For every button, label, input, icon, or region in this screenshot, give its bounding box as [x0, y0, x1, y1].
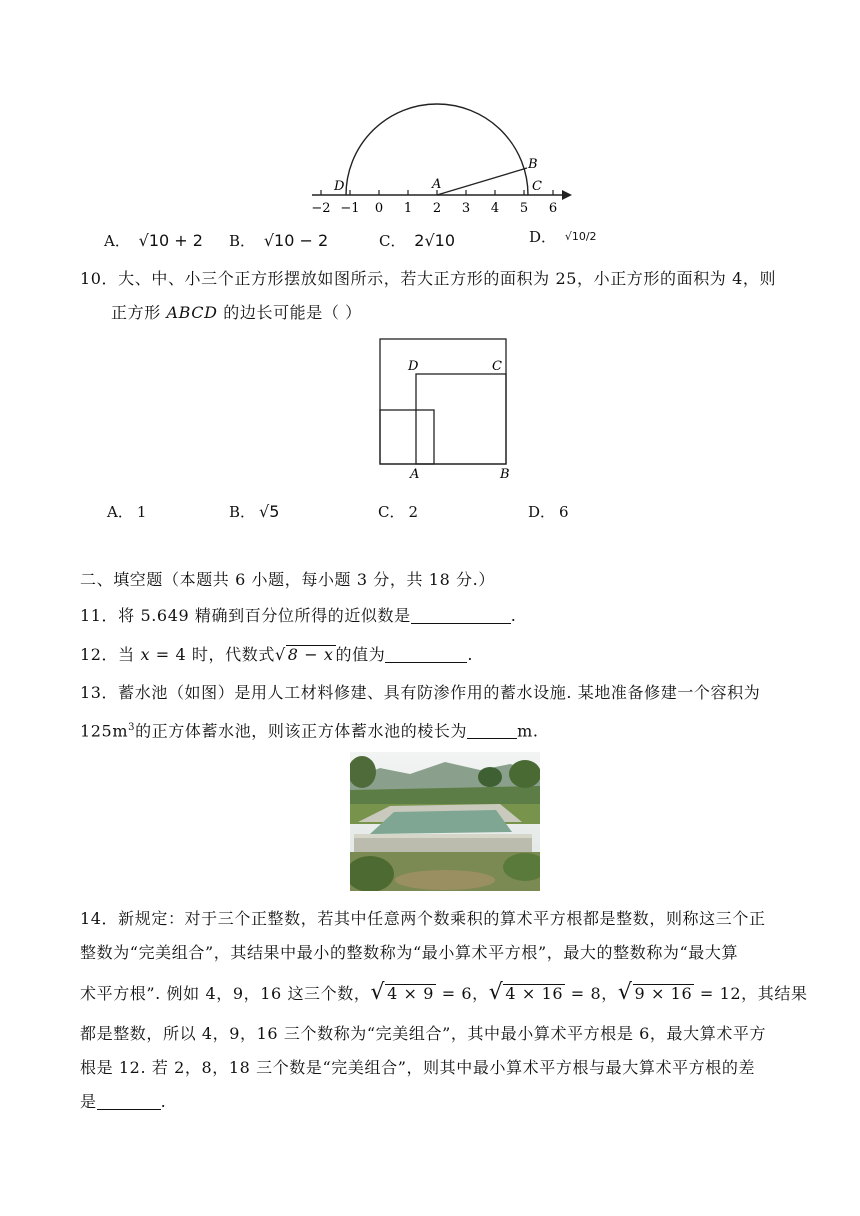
square-label-b: B [500, 467, 510, 482]
q14-line1: 14．新规定：对于三个正整数，若其中任意两个数乘积的算术平方根都是整数，则称这三个正 [80, 909, 766, 928]
q10-line2: 正方形 ABCD 的边长可能是（ ） [111, 303, 362, 322]
axis-tick-label: 4 [490, 201, 500, 216]
axis-tick-label: 2 [432, 201, 442, 216]
q14-radical-2: 4 × 16 [505, 984, 564, 1003]
q12-line: 12．当 x = 4 时，代数式√ 8 − x 的值为 . [80, 645, 474, 664]
q10-option-d-text: 6 [559, 503, 569, 521]
q12-answer-blank[interactable] [385, 646, 467, 663]
q10-line1: 10．大、中、小三个正方形摆放如图所示，若大正方形的面积为 25，小正方形的面积为 4，则 [80, 269, 777, 288]
reservoir-photo [350, 752, 540, 891]
q14-radical-3: 9 × 16 [634, 984, 693, 1003]
axis-tick-label: 0 [374, 201, 384, 216]
q13-line2: $125m^3$的正方体蓄水池，则该正方体蓄水池的棱长为 m. [80, 721, 539, 741]
axis-tick-label: −1 [340, 201, 360, 216]
q14-answer-blank[interactable] [97, 1093, 161, 1110]
square-label-c: C [492, 359, 502, 374]
q10-square-name: ABCD [166, 303, 218, 322]
square-label-a: A [410, 467, 420, 482]
abcd-square [416, 374, 506, 464]
axis-tick-label: −2 [311, 201, 331, 216]
q13-line1: 13．蓄水池（如图）是用人工材料修建、具有防渗作用的蓄水设施. 某地准备修建一个容积为 [80, 683, 761, 702]
q10-option-d: D． 6 [528, 503, 569, 521]
q14-line6: 是 . [80, 1092, 167, 1111]
point-label-c: C [532, 179, 542, 194]
point-label-d: D [334, 179, 345, 194]
axis-ticks [311, 190, 557, 216]
q14-line4: 都是整数，所以 4，9，16 三个数称为“完美组合”，其中最小算术平方根是 6，最大算术平方 [80, 1024, 767, 1043]
q9-option-d-text: √10/2 [564, 230, 597, 243]
q10-option-a: A． 1 [107, 503, 147, 521]
q9-option-c-text: 2√10 [414, 231, 455, 250]
q10-option-a-text: 1 [136, 503, 147, 521]
axis-tick-label: 6 [548, 201, 558, 216]
axis-arrow-icon [562, 190, 572, 200]
q9-option-b-text: √10 − 2 [263, 231, 329, 250]
q10-option-b: B． √5 [229, 502, 280, 521]
q10-option-b-text: √5 [259, 502, 280, 521]
q14-radical-1: 4 × 9 [387, 984, 435, 1003]
q9-option-a: A． √10 + 2 [104, 231, 203, 250]
q9-option-a-text: √10 + 2 [138, 231, 203, 250]
section-heading: 二、填空题（本题共 6 小题，每小题 3 分，共 18 分.） [80, 570, 495, 589]
q14-line2: 整数为“完美组合”，其结果中最小的整数称为“最小算术平方根”，最大的整数称为“最大算 [80, 943, 739, 962]
q11-answer-blank[interactable] [411, 607, 511, 624]
square-label-d: D [408, 359, 419, 374]
q14-line3: 术平方根”. 例如 4，9，16 这三个数，√ 4 × 9 = 6，√ 4 × 16 = 8，√ 9 × 16 = 12，其结果 [80, 980, 808, 1005]
q14-line5: 根是 12. 若 2，8，18 三个数是“完美组合”，则其中最小算术平方根与最大算术平方根的差 [80, 1058, 756, 1077]
point-label-a: A [432, 177, 442, 192]
q9-option-d: D． √10/2 [529, 228, 597, 246]
q10-option-c-text: 2 [408, 503, 419, 521]
number-line-figure [300, 96, 590, 216]
q13-answer-blank[interactable] [467, 722, 517, 739]
point-label-b: B [528, 157, 538, 172]
q9-option-c: C． 2√10 [379, 231, 455, 250]
axis-tick-label: 5 [519, 201, 529, 216]
small-square [380, 410, 434, 464]
q12-radicand: 8 − x [287, 645, 334, 664]
q13-volume: 125m [80, 721, 129, 741]
q11-line: 11．将 5.649 精确到百分位所得的近似数是 . [80, 606, 517, 625]
segment-ab [437, 168, 527, 195]
squares-figure [370, 330, 520, 485]
axis-tick-label: 1 [403, 201, 413, 216]
q10-option-c: C． 2 [378, 503, 419, 521]
axis-tick-label: 3 [461, 201, 471, 216]
large-square [380, 339, 506, 464]
q9-option-b: B． √10 − 2 [229, 231, 329, 250]
